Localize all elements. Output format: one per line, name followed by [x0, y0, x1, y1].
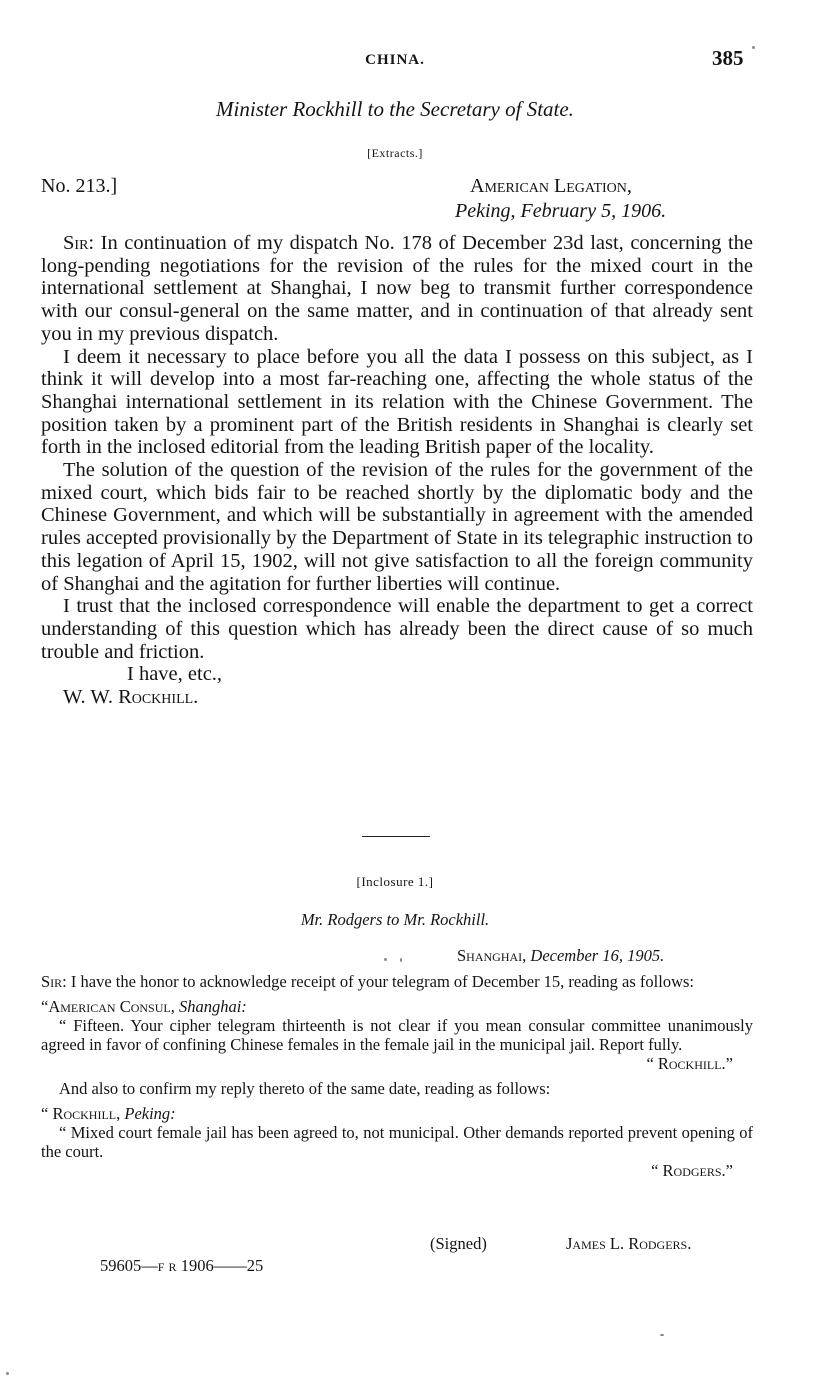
- telegram-2-signature: “ Rodgers.”: [651, 1161, 733, 1180]
- telegram-2-address-place: Peking:: [124, 1104, 176, 1123]
- print-code-number: 59605—: [100, 1256, 158, 1275]
- print-code: [100, 1256, 263, 1276]
- telegram-1-signature: “ Rockhill.”: [646, 1054, 733, 1073]
- telegram-2-address: [41, 1104, 753, 1123]
- paragraph-2: I deem it necessary to place before you all the data I possess on this subject, as I think it will develop into a most far-reaching one, affecting the whole status of the Shanghai international settlement in its relation with the Chinese Government. The position taken by a prominent part of the British residents in Shanghai is clearly set forth in the inclosed editorial from the leading British paper of the locality.: [41, 345, 753, 459]
- print-code-rest: 1906——25: [176, 1256, 264, 1275]
- letter-title: Minister Rockhill to the Secretary of State.: [216, 97, 574, 121]
- confirm-text: And also to confirm my reply thereto of the same date, reading as follows:: [59, 1079, 551, 1098]
- signed-name: James L. Rodgers.: [566, 1234, 692, 1253]
- telegram-2-text: “ Mixed court female jail has been agreed to, not municipal. Other demands reported prevent opening of the court.: [41, 1123, 753, 1161]
- telegram-1-address-place: Shanghai:: [178, 997, 247, 1016]
- inclosure-intro: [41, 972, 753, 991]
- scan-speck: [384, 958, 387, 961]
- section-divider: [362, 836, 430, 837]
- paragraph-1-text: In continuation of my dispatch No. 178 of December 23d last, concerning the long-pending negotiations for the revision of the rules for the mixed court in the international settlement at Shanghai, I now beg to transmit further correspondence with our consul-general on the same matter, and in continuation of that already sent you in my previous dispatch.: [41, 232, 753, 345]
- telegram-1-address-prefix: “American Consul,: [41, 997, 175, 1016]
- salutation: Sir:: [63, 232, 95, 254]
- letter-body: [41, 232, 753, 709]
- extracts-note: [Extracts.]: [367, 146, 423, 160]
- scan-speck: [660, 1334, 664, 1336]
- inclosure-intro-text: I have the honor to acknowledge receipt of your telegram of December 15, reading as follows:: [70, 972, 694, 991]
- inclosure-date: December 16, 1905.: [530, 946, 665, 965]
- inclosure-place: Shanghai,: [457, 946, 527, 965]
- telegram-2-address-prefix: “ Rockhill,: [41, 1104, 121, 1123]
- letter-place: Peking: [455, 200, 511, 222]
- scan-speck: [6, 1372, 9, 1375]
- inclosure-body: [41, 972, 753, 1180]
- inclosure-place-date: [457, 946, 664, 966]
- signed-label: (Signed): [430, 1234, 487, 1253]
- letter-date: February 5, 1906.: [520, 200, 667, 222]
- scan-speck: [400, 958, 402, 962]
- paragraph-3: The solution of the question of the revision of the rules for the government of the mixed court, which bids fair to be reached shortly by the diplomatic body and the Chinese Government, and which will be substantially in agreement with the amended rules accepted provisionally by the Department of State in its telegraphic instruction to this legation of April 15, 1902, will not give satisfaction to all the foreign community of Shanghai and the agitation for further liberties will continue.: [41, 459, 753, 595]
- telegram-1-address: [41, 997, 753, 1016]
- scan-speck: [752, 46, 755, 49]
- print-code-letters: f r: [157, 1256, 177, 1275]
- paragraph-1: [41, 232, 753, 346]
- page-number: 385: [712, 46, 744, 70]
- signature: W. W. Rockhill.: [63, 686, 199, 709]
- inclosure-title: Mr. Rodgers to Mr. Rockhill.: [300, 910, 490, 929]
- paragraph-4: I trust that the inclosed correspondence will enable the department to get a correct understanding of this question which has already been the direct cause of so much trouble and friction.: [41, 595, 753, 663]
- running-head: CHINA.: [365, 52, 425, 68]
- closing: I have, etc.,: [127, 663, 223, 686]
- telegram-1-text: “ Fifteen. Your cipher telegram thirteenth is not clear if you mean consular committee unanimously agreed in favor of confining Chinese females in the female jail in the municipal jail. Report fully.: [41, 1016, 753, 1054]
- inclosure-salutation: Sir:: [41, 972, 67, 991]
- place-date-line: Peking, February 5, 1906.: [455, 200, 667, 222]
- dispatch-number: No. 213.]: [41, 175, 118, 197]
- sender-legation: American Legation,: [470, 175, 632, 197]
- inclosure-label: [Inclosure 1.]: [356, 874, 434, 889]
